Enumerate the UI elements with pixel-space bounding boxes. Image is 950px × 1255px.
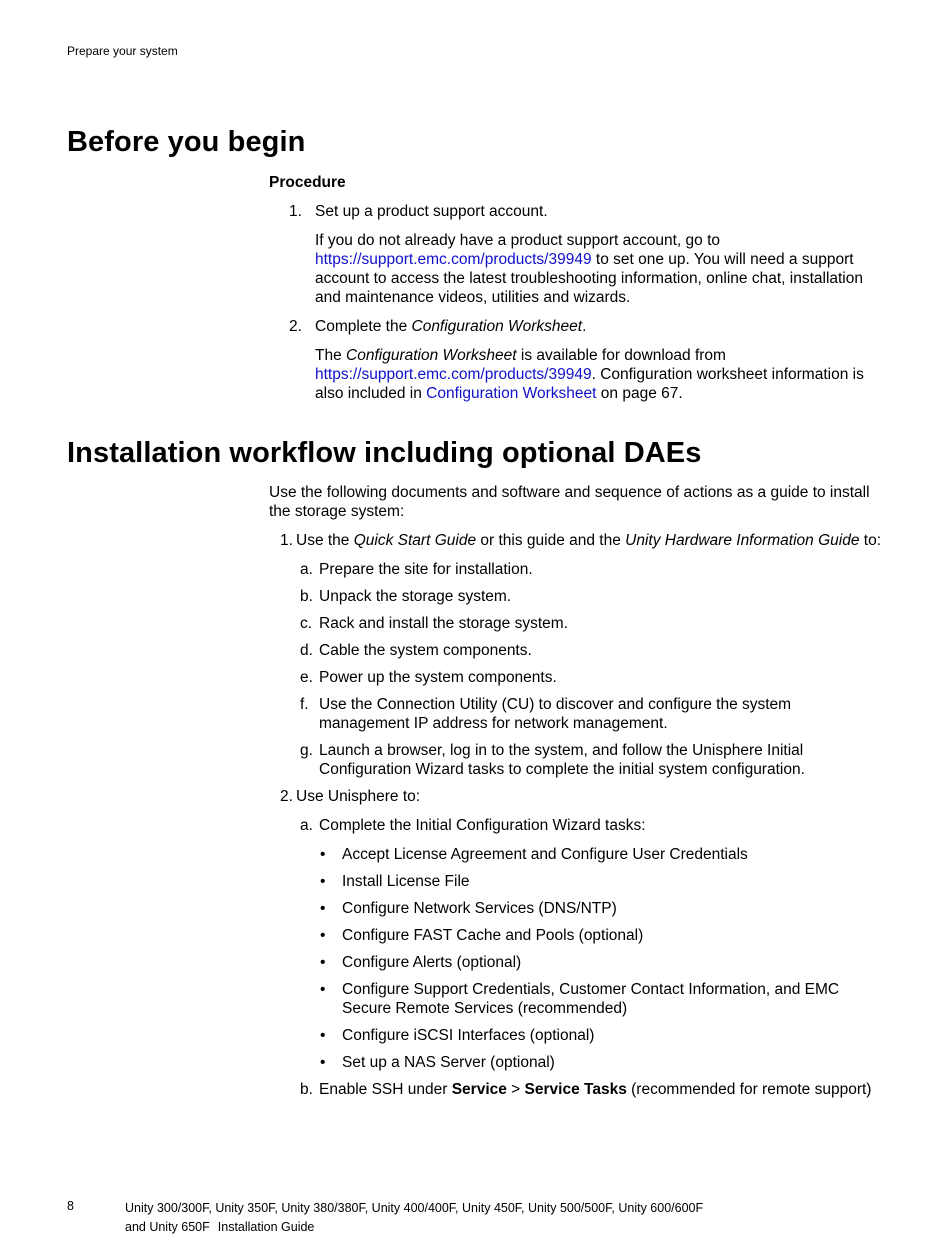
list-item: b. Unpack the storage system. bbox=[300, 588, 512, 605]
workflow-list bbox=[269, 531, 881, 1099]
installation-workflow-section bbox=[269, 483, 881, 1107]
bullet-item: • Configure FAST Cache and Pools (optional) bbox=[320, 927, 644, 944]
procedure-step-1 bbox=[269, 202, 881, 307]
support-link[interactable]: https://support.emc.com/products/39949 bbox=[315, 366, 592, 383]
bullet-list bbox=[319, 845, 881, 1072]
bullet-item: • Configure Support Credentials, Customer Contact Information, and EMC Secure Remote Services (recommended) bbox=[320, 981, 840, 1017]
step-title: Complete the Configuration Worksheet. bbox=[315, 318, 587, 335]
workflow-item-2 bbox=[269, 787, 881, 1099]
list-item: c. Rack and install the storage system. bbox=[300, 615, 568, 632]
bullet-icon: • bbox=[320, 900, 326, 917]
bullet-icon: • bbox=[320, 1027, 326, 1044]
step-body: If you do not already have a product support account, go to https://support.emc.com/products/39949 to set one up. You will need a support account to access the latest troubleshooting information, online chat, installation and maintenance videos, utilities and wizards. bbox=[315, 232, 863, 306]
step-number: 2. bbox=[289, 318, 302, 335]
bullet-icon: • bbox=[320, 927, 326, 944]
bullet-icon: • bbox=[320, 846, 326, 863]
item-lead: Use Unisphere to: bbox=[296, 788, 421, 805]
procedure-step-2 bbox=[269, 317, 881, 403]
list-item: g. Launch a browser, log in to the system, and follow the Unisphere Initial Configuration Wizard tasks to complete the initial system configuration. bbox=[300, 742, 805, 778]
support-link[interactable]: https://support.emc.com/products/39949 bbox=[315, 251, 592, 268]
list-item: b. Enable SSH under Service > Service Tasks (recommended for remote support) bbox=[300, 1081, 872, 1098]
step-body: The Configuration Worksheet is available for download from https://support.emc.com/products/39949. Configuration worksheet information is also included in Configuration Worksheet on page 67. bbox=[315, 347, 864, 402]
section-title-installation-workflow: Installation workflow including optional DAEs bbox=[67, 437, 702, 469]
item-lead: Use the Quick Start Guide or this guide and the Unity Hardware Information Guide to: bbox=[296, 532, 882, 549]
list-item: a. Prepare the site for installation. bbox=[300, 561, 533, 578]
bullet-item: • Configure Alerts (optional) bbox=[320, 954, 522, 971]
procedure-label: Procedure bbox=[269, 174, 346, 191]
bullet-item: • Configure Network Services (DNS/NTP) bbox=[320, 900, 617, 917]
bullet-icon: • bbox=[320, 954, 326, 971]
workflow-item-1 bbox=[269, 531, 881, 779]
step-title: Set up a product support account. bbox=[315, 203, 548, 220]
list-item: e. Power up the system components. bbox=[300, 669, 557, 686]
running-header: Prepare your system bbox=[67, 44, 178, 58]
page-number: 8 bbox=[67, 1199, 74, 1213]
footer-doc-title: Unity 300/300F, Unity 350F, Unity 380/380F, Unity 400/400F, Unity 450F, Unity 500/500F, Unity 600/600F and Unity 650F Installation Guide bbox=[125, 1201, 704, 1234]
sub-list bbox=[296, 816, 881, 1099]
item-number: 1. bbox=[280, 532, 293, 549]
step-number: 1. bbox=[289, 203, 302, 220]
item-number: 2. bbox=[280, 788, 293, 805]
list-item: a. Complete the Initial Configuration Wizard tasks: • Accept License Agreement and Configure User Credentials • Install License File • Configure Network Services (DNS/NTP) • Configure FAST Cache and Pools (optional) • Configure Alerts (optional) • Configure Support Credentials, Customer Contact Information, and EMC Secure Remote Services (recommended) • Configure iSCSI Interfaces (optional) • Set up a NAS Server (optional) bbox=[296, 816, 881, 1072]
bullet-item: • Accept License Agreement and Configure User Credentials bbox=[320, 846, 748, 863]
bullet-item: • Install License File bbox=[320, 873, 470, 890]
bullet-item: • Set up a NAS Server (optional) bbox=[320, 1054, 555, 1071]
list-item: f. Use the Connection Utility (CU) to discover and configure the system management IP address for network management. bbox=[300, 696, 792, 732]
worksheet-xref-link[interactable]: Configuration Worksheet bbox=[426, 385, 597, 402]
bullet-icon: • bbox=[320, 1054, 326, 1071]
bullet-icon: • bbox=[320, 873, 326, 890]
workflow-intro: Use the following documents and software and sequence of actions as a guide to install the storage system: bbox=[269, 484, 870, 520]
bullet-item: • Configure iSCSI Interfaces (optional) bbox=[320, 1027, 595, 1044]
list-item: d. Cable the system components. bbox=[300, 642, 532, 659]
section-title-before-you-begin: Before you begin bbox=[67, 126, 306, 158]
sub-list bbox=[296, 560, 881, 779]
bullet-icon: • bbox=[320, 981, 326, 998]
before-you-begin-section bbox=[269, 173, 881, 413]
